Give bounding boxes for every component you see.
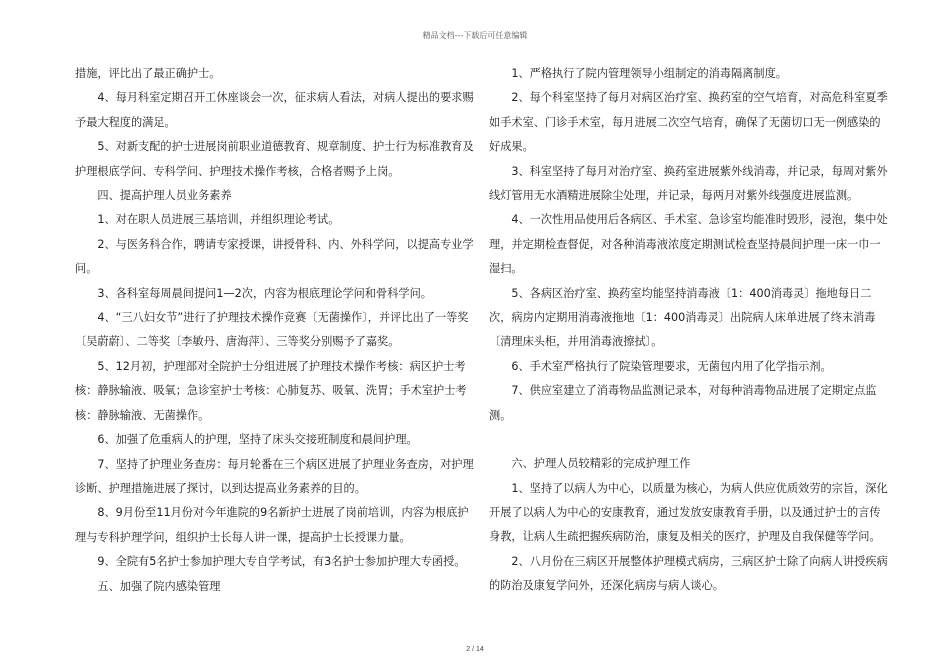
paragraph: 4、一次性用品使用后各病区、手术室、急诊室均能准时毁形，浸泡，集中处理，并定期检查督促，对各种消毒液浓度定期测试检查坚持晨间护理一床一巾一湿扫。 xyxy=(489,213,888,276)
paragraph: 3、科室坚持了每月对治疗室、换药室进展紫外线消毒，并记录，每周对紫外线灯管用无水酒精进展除尘处理，并记录，每两月对紫外线强度进展监测。 xyxy=(489,164,888,203)
paragraph: 1、坚持了以病人为中心，以质量为核心，为病人供应优质效劳的宗旨，深化开展了以病人为中心的安康教育，通过发放安康教育手册，以及通过护士的言传身教，让病人生疏把握疾病防治，康复及相关的医疗，护理及自我保健等学问。 xyxy=(489,481,888,544)
paragraph: 2、与医务科合作，聘请专家授课，讲授骨科、内、外科学问，以提高专业学问。 xyxy=(75,237,474,276)
section-heading: 六、护理人员较精彩的完成护理工作 xyxy=(489,457,691,471)
section-heading: 四、提高护理人员业务素养 xyxy=(75,189,232,203)
paragraph: 1、严格执行了院内管理领导小组制定的消毒隔离制度。 xyxy=(489,67,787,80)
paragraph: 5、12月初，护理部对全院护士分组进展了护理技术操作考核：病区护士考核：静脉输液、吸氧；急诊室护士考核：心肺复苏、吸氧、洗胃；手术室护士考核：静脉输液、无菌操作。 xyxy=(75,359,467,422)
paragraph: 9、全院有5名护士参加护理大专自学考试，有3名护士参加护理大专函授。 xyxy=(75,555,466,569)
paragraph-spacer xyxy=(489,428,891,452)
page-header: 精品文档---下载后可任意编辑 xyxy=(422,31,528,40)
paragraph: 8、9月份至11月份对今年進院的9名新护士进展了岗前培训，内容为根底护理与专科护理学问，组织护士长每人讲一课，提高护士长授课力量。 xyxy=(75,506,469,544)
paragraph: 3、各科室每周晨间提问1—2次，内容为根底理论学问和骨科学问。 xyxy=(75,286,432,300)
paragraph: 2、每个科室坚持了每月对病区治疗室、换药室的空气培育，对高危科室夏季如手术室、门诊手术室，每月进展二次空气培育，确保了无菌切口无一例感染的好成果。 xyxy=(489,91,888,154)
paragraph: 4、每月科室定期召开工休座谈会一次，征求病人看法，对病人提出的要求赐予最大程度的满足。 xyxy=(75,91,474,129)
paragraph: 6、手术室严格执行了院染管理要求，无菌包内用了化学指示剂。 xyxy=(489,359,832,373)
left-column xyxy=(75,62,477,599)
section-heading: 五、加强了院内感染管理 xyxy=(75,579,221,593)
paragraph: 5、各病区治疗室、换药室均能坚持消毒液〔1：400消毒灵〕拖地每日二次，病房内定期用消毒液拖地〔1：400消毒灵〕出院病人床单进展了终末消毒〔清理床头柜，并用消毒液擦拭〕。 xyxy=(489,286,876,349)
paragraph: 5、对新支配的护士进展岗前职业道德教育、规章制度、护士行为标准教育及护理根底学问、专科学问、护理技术操作考核，合格者赐予上岗。 xyxy=(75,140,474,178)
paragraph: 7、供应室建立了消毒物品监测记录本，对每种消毒物品进展了定期定点监测。 xyxy=(489,384,877,422)
paragraph: 7、坚持了护理业务查房：每月轮番在三个病区进展了护理业务查房，对护理诊断、护理措施进展了探讨，以到达提高业务素养的目的。 xyxy=(75,457,474,495)
right-column xyxy=(489,62,891,599)
paragraph: 措施，评比出了最正确护士。 xyxy=(75,67,221,80)
page-number: 2 / 14 xyxy=(466,646,484,653)
paragraph: 1、对在职人员进展三基培训，并组织理论考试。 xyxy=(75,213,340,227)
paragraph: 2、八月份在三病区开展整体护理模式病房，三病区护士除了向病人讲授疾病的防治及康复学问外，还深化病房与病人谈心。 xyxy=(489,554,888,593)
paragraph: 4、“三八妇女节”进行了护理技术操作竞赛〔无菌操作〕，并评比出了一等奖〔吴蔚蔚〕、二等奖〔李敏丹、唐海萍〕、三等奖分别赐予了嘉奖。 xyxy=(75,311,469,349)
paragraph: 6、加强了危重病人的护理，坚持了床头交接班制度和晨间护理。 xyxy=(75,433,418,447)
